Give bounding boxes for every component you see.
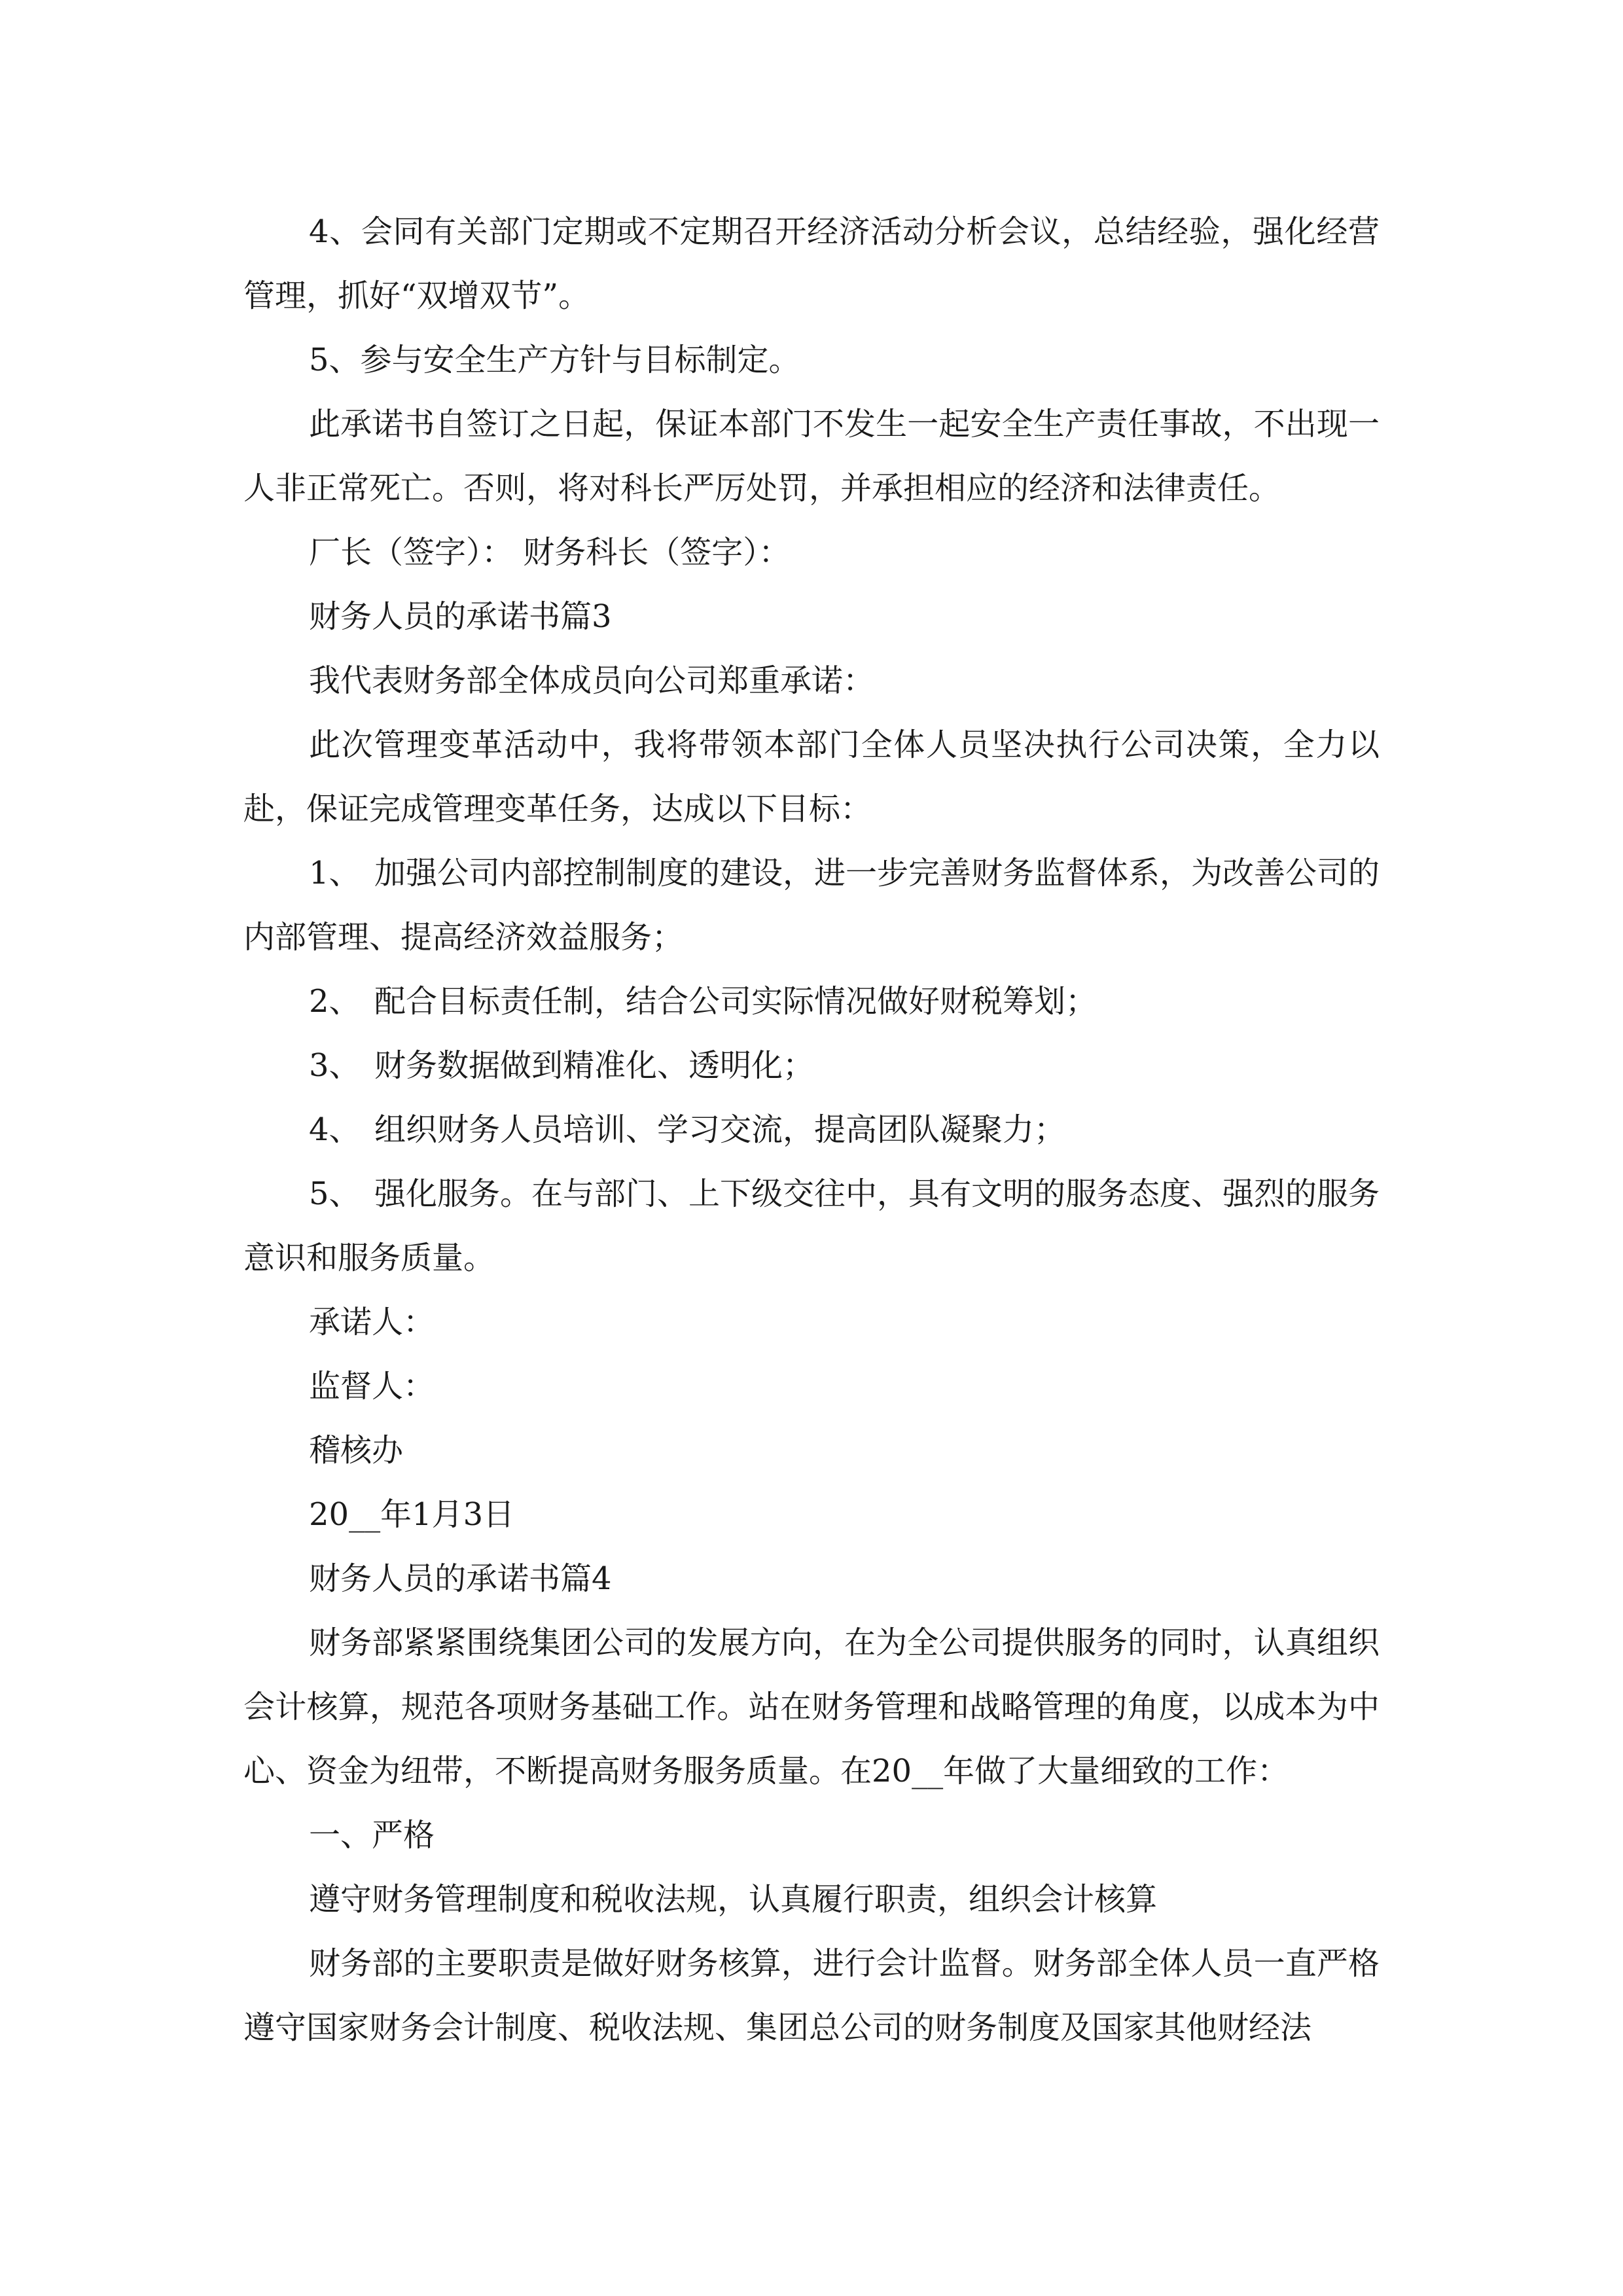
list-item — [243, 1033, 1380, 1098]
date-line: 20__年1月3日 — [309, 1496, 515, 1533]
signature-field: 承诺人： — [309, 1304, 435, 1340]
paragraph: 5、参与安全生产方针与目标制定。 — [309, 342, 800, 378]
section-heading: 财务人员的承诺书篇4 — [309, 1560, 612, 1597]
list-item — [243, 841, 1380, 969]
list-number: 3、 — [309, 1047, 361, 1084]
paragraph: 遵守财务管理制度和税收法规，认真履行职责，组织会计核算 — [309, 1881, 1158, 1918]
signature-field: 监督人： — [309, 1368, 435, 1405]
list-number: 1、 — [309, 855, 361, 891]
list-number: 4、 — [309, 1111, 361, 1148]
paragraph: 我代表财务部全体成员向公司郑重承诺： — [309, 662, 875, 699]
list-text: 加强公司内部控制制度的建设，进一步完善财务监督体系，为改善公司的内部管理、提高经济效益服务； — [243, 855, 1380, 956]
signature-line: 厂长（签字）： 财务科长（签字）： — [309, 534, 791, 571]
list-item — [243, 1098, 1380, 1162]
paragraph: 财务部紧紧围绕集团公司的发展方向，在为全公司提供服务的同时，认真组织会计核算，规范各项财务基础工作。站在财务管理和战略管理的角度，以成本为中心、资金为纽带，不断提高财务服务质量。在20__年做了大量细致的工作： — [243, 1624, 1380, 1789]
list-text: 财务数据做到精准化、透明化； — [374, 1047, 815, 1084]
list-text: 组织财务人员培训、学习交流，提高团队凝聚力； — [374, 1111, 1066, 1148]
paragraph: 此承诺书自签订之日起，保证本部门不发生一起安全生产责任事故，不出现一人非正常死亡。否则，将对科长严厉处罚，并承担相应的经济和法律责任。 — [243, 406, 1380, 507]
list-number: 5、 — [309, 1175, 361, 1212]
paragraph: 财务部的主要职责是做好财务核算，进行会计监督。财务部全体人员一直严格遵守国家财务会计制度、税收法规、集团总公司的财务制度及国家其他财经法 — [243, 1945, 1380, 2046]
section-heading: 财务人员的承诺书篇3 — [309, 598, 612, 635]
paragraph: 4、会同有关部门定期或不定期召开经济活动分析会议，总结经验，强化经营管理，抓好“双增双节”。 — [243, 213, 1380, 314]
list-text: 配合目标责任制，结合公司实际情况做好财税筹划； — [374, 983, 1097, 1020]
document-body — [243, 200, 1380, 2060]
list-item — [243, 1162, 1380, 1290]
signature-field: 稽核办 — [309, 1432, 404, 1469]
list-number: 2、 — [309, 983, 361, 1020]
paragraph: 此次管理变革活动中，我将带领本部门全体人员坚决执行公司决策，全力以赴，保证完成管理变革任务，达成以下目标： — [243, 726, 1380, 827]
list-text: 强化服务。在与部门、上下级交往中，具有文明的服务态度、强烈的服务意识和服务质量。 — [243, 1175, 1380, 1276]
subsection-heading: 一、严格 — [309, 1817, 435, 1854]
list-item — [243, 969, 1380, 1033]
